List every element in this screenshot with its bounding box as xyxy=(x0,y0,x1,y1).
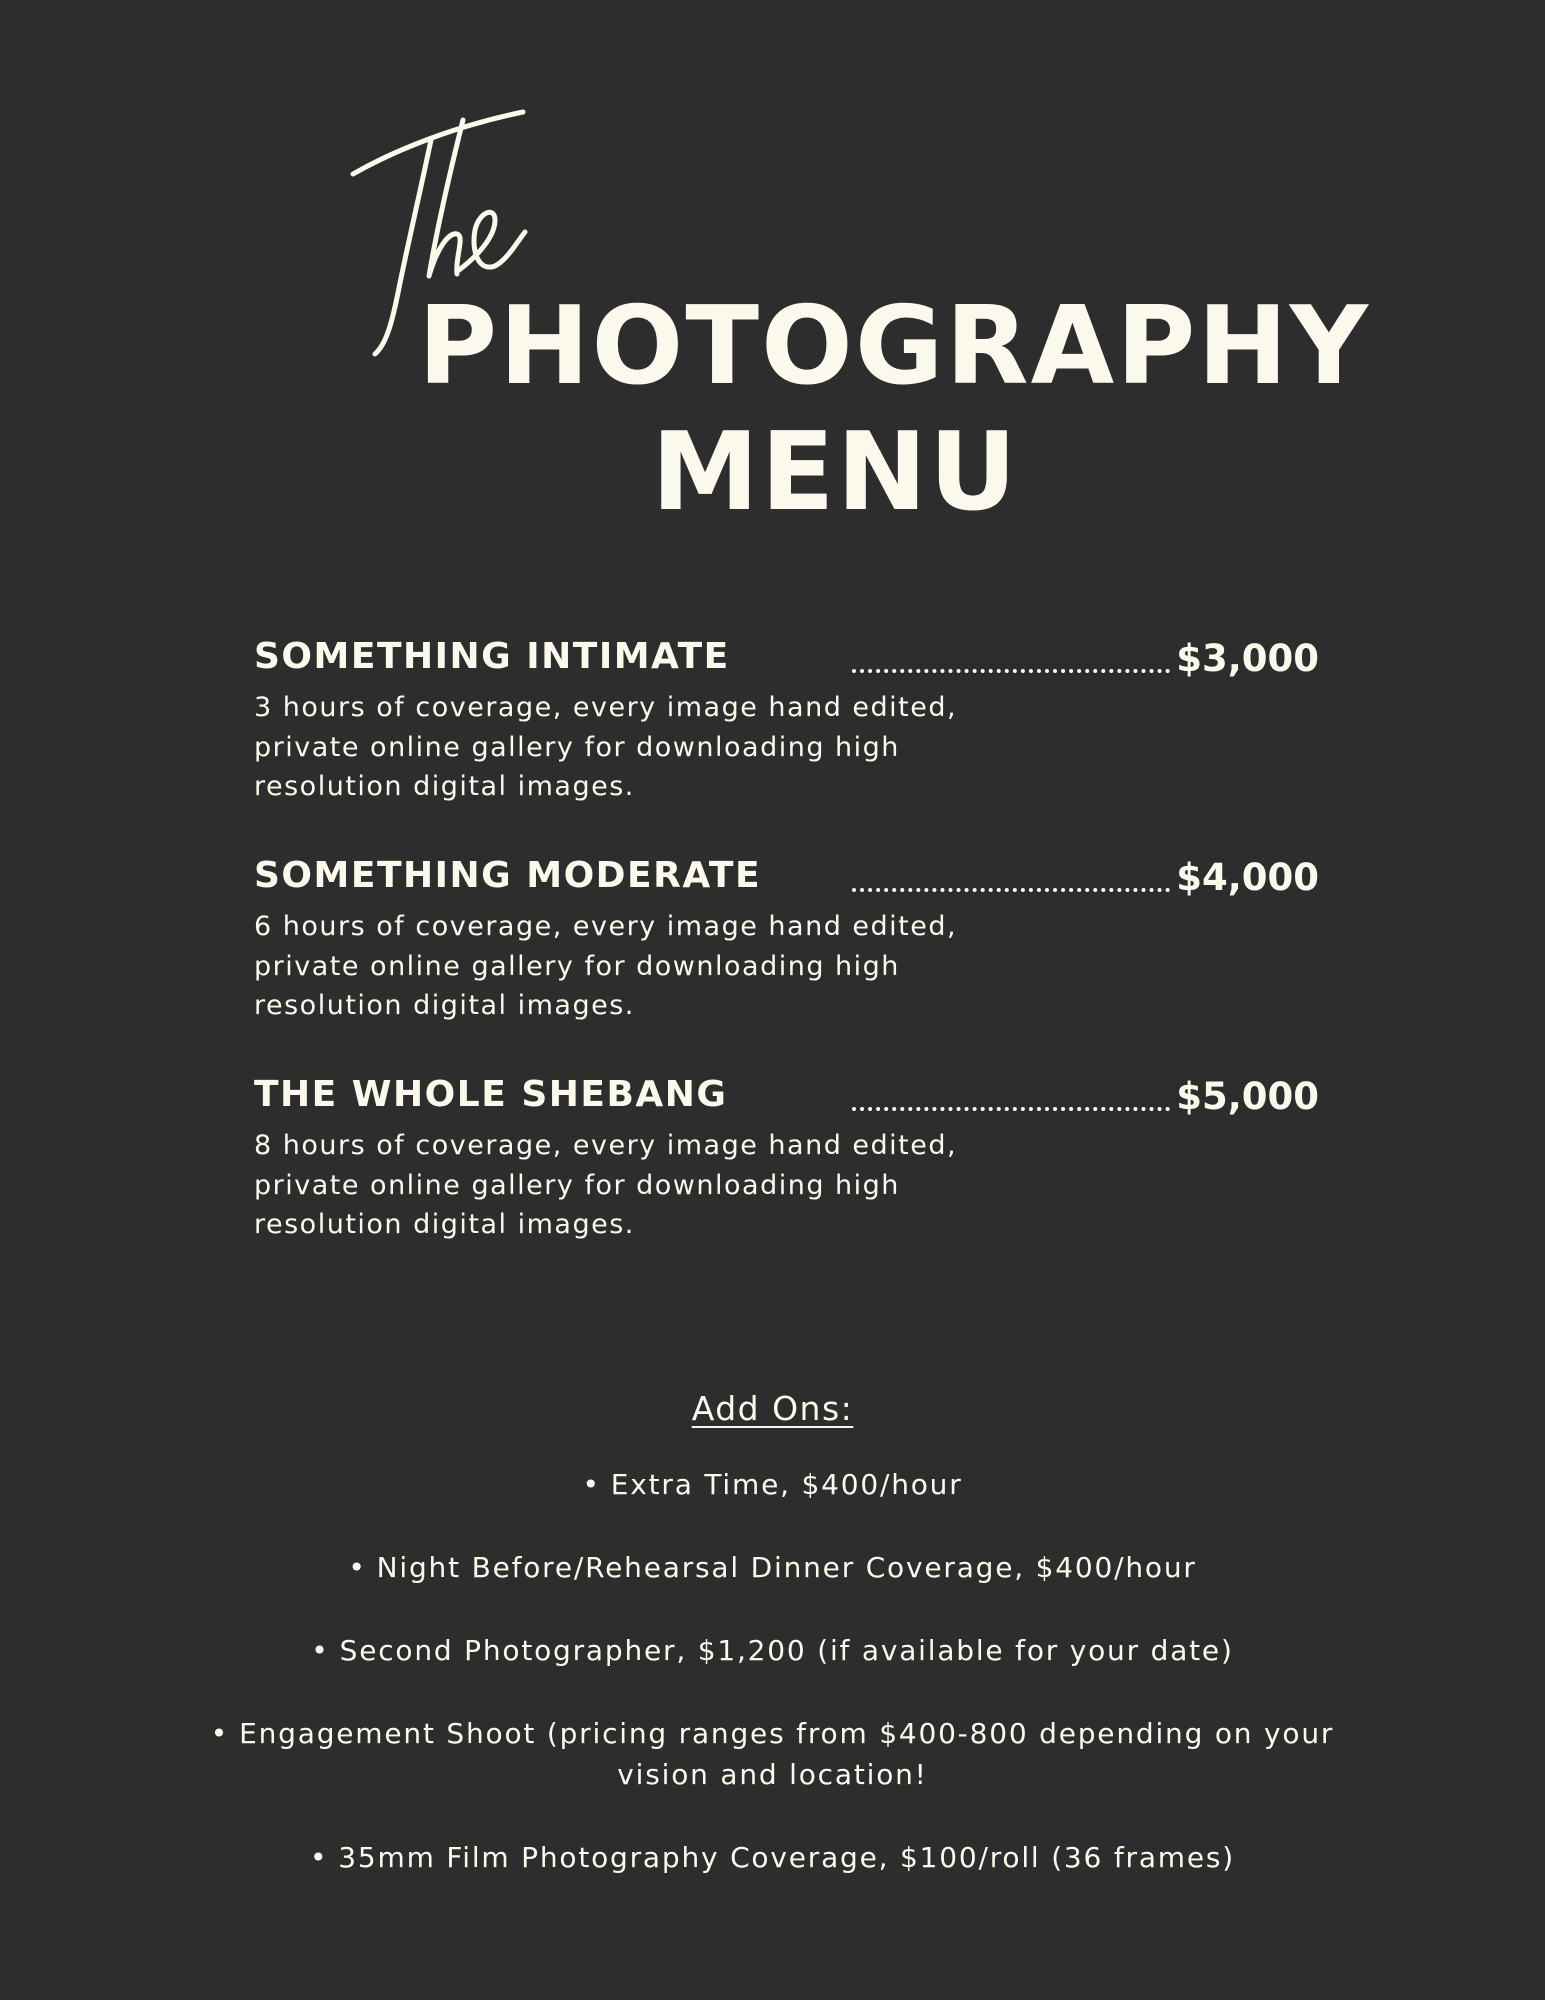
package-price: $5,000 xyxy=(1176,1075,1319,1118)
addon-text: Engagement Shoot (pricing ranges from $400-800 depending on your vision and location! xyxy=(239,1717,1335,1791)
package-moderate xyxy=(254,851,1319,1026)
bullet-icon: • xyxy=(210,1717,230,1750)
addons-title: Add Ons: xyxy=(691,1389,854,1428)
package-header xyxy=(254,851,1319,901)
dot-leader xyxy=(852,669,1170,673)
package-intimate xyxy=(254,632,1319,807)
bullet-icon: • xyxy=(311,1634,330,1667)
addon-item xyxy=(130,1713,1415,1795)
addon-item xyxy=(130,1547,1415,1588)
addon-text: Extra Time, $400/hour xyxy=(610,1468,963,1501)
addons-list xyxy=(130,1464,1415,1878)
addon-item xyxy=(130,1464,1415,1505)
dot-leader xyxy=(852,888,1170,892)
package-name: SOMETHING MODERATE xyxy=(254,855,762,896)
package-name: SOMETHING INTIMATE xyxy=(254,636,730,677)
bullet-icon: • xyxy=(348,1551,367,1584)
bullet-icon: • xyxy=(309,1841,329,1874)
package-description: 3 hours of coverage, every image hand edited, private online gallery for downloading high resolution digital images. xyxy=(254,692,958,802)
addons-section xyxy=(130,1384,1415,1920)
package-whole-shebang xyxy=(254,1070,1319,1245)
package-description: 8 hours of coverage, every image hand edited, private online gallery for downloading high resolution digital images. xyxy=(254,1130,958,1240)
addon-text: Night Before/Rehearsal Dinner Coverage, $400/hour xyxy=(376,1551,1197,1584)
addon-item xyxy=(130,1837,1415,1878)
addon-text: Second Photographer, $1,200 (if available for your date) xyxy=(339,1634,1234,1667)
title-menu: MENU xyxy=(651,410,1019,535)
bullet-icon: • xyxy=(582,1468,601,1501)
dot-leader xyxy=(852,1107,1170,1111)
package-name: THE WHOLE SHEBANG xyxy=(254,1074,728,1115)
package-description: 6 hours of coverage, every image hand edited, private online gallery for downloading high resolution digital images. xyxy=(254,911,958,1021)
package-price: $4,000 xyxy=(1176,856,1319,899)
addon-text: 35mm Film Photography Coverage, $100/roll (36 frames) xyxy=(338,1841,1236,1874)
package-header xyxy=(254,632,1319,682)
package-price: $3,000 xyxy=(1176,637,1319,680)
package-header xyxy=(254,1070,1319,1120)
title-photography: PHOTOGRAPHY xyxy=(418,284,1370,409)
addon-item xyxy=(130,1630,1415,1671)
